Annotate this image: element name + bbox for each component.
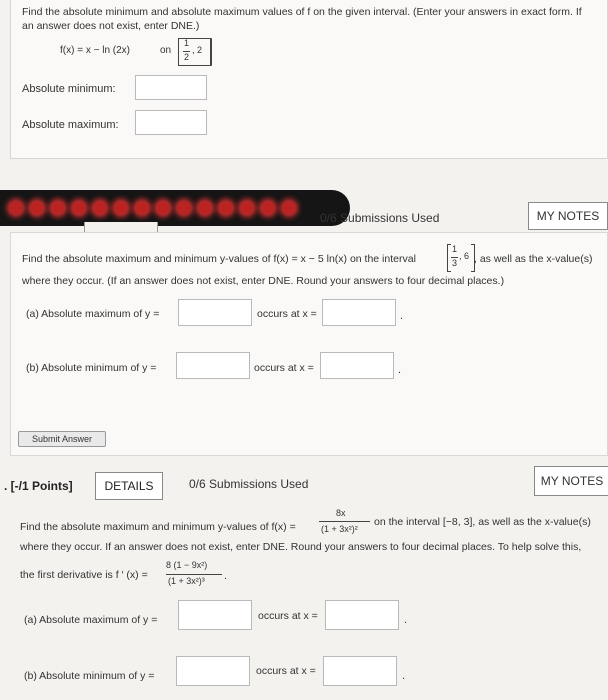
q3-fraction-numerator: 8x — [336, 508, 346, 518]
q2-max-y-input[interactable] — [178, 299, 252, 326]
redaction-bar — [0, 190, 350, 226]
q2-part-a-label: (a) Absolute maximum of y = — [26, 308, 160, 320]
q3-prompt-b: on the interval [−8, 3], as well as the x-value(s) — [374, 516, 591, 528]
redaction-dot — [115, 202, 127, 214]
q3-part-b-occurs-label: occurs at x = — [256, 665, 316, 677]
q3-min-y-input[interactable] — [176, 656, 250, 686]
q3-min-x-input[interactable] — [323, 656, 397, 686]
q2-interval-left-bracket — [447, 244, 451, 272]
q3-derivative-label: the first derivative is f ′ (x) = — [20, 569, 148, 581]
q3-part-a-occurs-label: occurs at x = — [258, 610, 318, 622]
submit-answer-button[interactable]: Submit Answer — [18, 431, 106, 447]
redaction-dot — [283, 202, 295, 214]
q1-function: f(x) = x − ln (2x) — [60, 45, 131, 56]
q3-part-b-period: . — [402, 670, 406, 682]
q1-abs-min-label: Absolute minimum: — [22, 83, 116, 95]
redaction-dot — [94, 202, 106, 214]
q3-max-x-input[interactable] — [325, 600, 399, 630]
q1-interval-end: , 2 — [192, 45, 203, 55]
q2-part-a-occurs-label: occurs at x = — [257, 308, 317, 320]
q3-prompt-a: Find the absolute maximum and minimum y-values of f(x) = — [20, 521, 296, 533]
q3-derivative-numerator: 8 (1 − 9x²) — [166, 560, 208, 570]
q1-interval-denominator: 2 — [184, 52, 190, 62]
q3-my-notes-button[interactable]: MY NOTES — [534, 466, 608, 496]
q2-min-x-input[interactable] — [320, 352, 394, 379]
q2-prompt-a: Find the absolute maximum and minimum y-values of f(x) = x − 5 ln(x) on the interval — [22, 253, 416, 265]
q2-interval-numerator: 1 — [452, 244, 458, 254]
redaction-dot — [199, 202, 211, 214]
q1-abs-max-label: Absolute maximum: — [22, 119, 119, 131]
q2-part-b-period: . — [398, 364, 402, 376]
q1-abs-min-input[interactable] — [135, 75, 207, 100]
q1-instructions-line2: an answer does not exist, enter DNE.) — [22, 20, 200, 32]
redaction-dot — [178, 202, 190, 214]
q2-interval-denominator: 3 — [452, 258, 458, 268]
q1-interval-numerator: 1 — [184, 38, 190, 48]
question-2-card — [10, 232, 608, 456]
q2-min-y-input[interactable] — [176, 352, 250, 379]
redaction-dot — [52, 202, 64, 214]
redaction-dot — [157, 202, 169, 214]
q2-part-a-period: . — [400, 310, 404, 322]
q1-abs-max-input[interactable] — [135, 110, 207, 135]
q3-submissions-used: 0/6 Submissions Used — [189, 477, 309, 491]
q3-part-a-period: . — [404, 614, 408, 626]
redaction-dot — [262, 202, 274, 214]
q2-max-x-input[interactable] — [322, 299, 396, 326]
q3-fraction-denominator: (1 + 3x²)² — [321, 524, 358, 534]
q3-details-button[interactable]: DETAILS — [95, 472, 163, 500]
q3-part-a-label: (a) Absolute maximum of y = — [24, 614, 158, 626]
q2-prompt-b: , as well as the x-value(s) — [474, 253, 593, 265]
redaction-dot — [73, 202, 85, 214]
q2-my-notes-button[interactable]: MY NOTES — [528, 202, 608, 230]
q3-prompt-line2: where they occur. If an answer does not exist, enter DNE. Round your answers to four decimal places. To help solve this, — [20, 541, 582, 553]
q3-max-y-input[interactable] — [178, 600, 252, 630]
redaction-dot — [241, 202, 253, 214]
q2-part-b-occurs-label: occurs at x = — [254, 362, 314, 374]
q2-prompt-line2: where they occur. (If an answer does not exist, enter DNE. Round your answers to four decimal places.) — [22, 275, 505, 287]
q2-interval-end: , 6 — [459, 251, 470, 261]
redaction-dot — [220, 202, 232, 214]
q3-derivative-denominator: (1 + 3x²)³ — [168, 576, 205, 586]
q2-submissions-used: 0/6 Submissions Used — [320, 211, 440, 225]
q3-part-b-label: (b) Absolute minimum of y = — [24, 670, 155, 682]
redaction-dot — [136, 202, 148, 214]
q3-points-label: . [-/1 Points] — [4, 479, 73, 493]
redaction-dot — [31, 202, 43, 214]
q1-instructions-line1: Find the absolute minimum and absolute maximum values of f on the given interval. (Enter your answers in exact form. If — [22, 6, 582, 18]
redaction-dot — [10, 202, 22, 214]
q2-part-b-label: (b) Absolute minimum of y = — [26, 362, 157, 374]
q1-on-label: on — [160, 45, 172, 56]
q3-derivative-period: . — [224, 570, 228, 582]
